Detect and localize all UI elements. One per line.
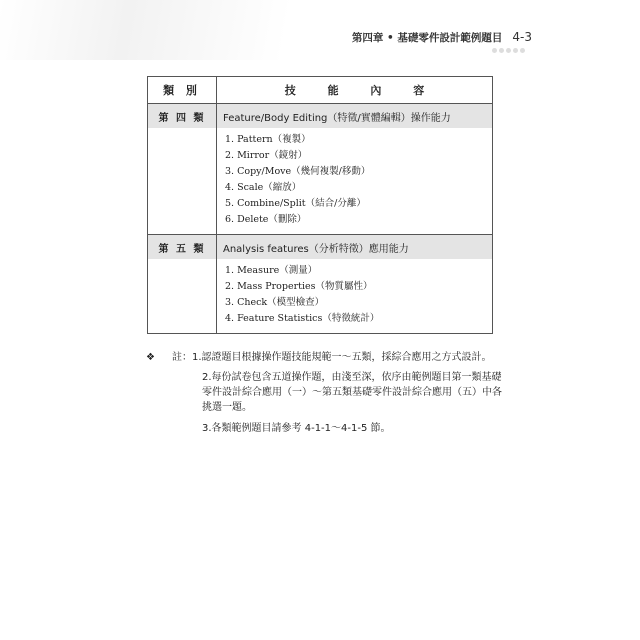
skills-table bbox=[147, 76, 493, 334]
note-item: 2.每份試卷包含五道操作題，由淺至深，依序由範例題目第一類基礎零件設計綜合應用（一）～第五類基礎零件設計綜合應用（五）中各挑選一題。 bbox=[202, 372, 502, 413]
header-decoration bbox=[0, 0, 640, 60]
skill-item: 4. Feature Statistics（特徵統計） bbox=[225, 313, 380, 324]
page-dots-decoration bbox=[492, 48, 525, 53]
skill-item: 3. Check（模型檢查） bbox=[225, 297, 325, 308]
skill-item: 5. Combine/Split（結合/分離） bbox=[225, 198, 366, 209]
category-cell: 第 四 類 bbox=[148, 104, 217, 129]
note-item: 1.認證題目根據操作題技能規範一～五類，採綜合應用之方式設計。 bbox=[192, 352, 492, 363]
category-title: Feature/Body Editing（特徵/實體編輯）操作能力 bbox=[217, 104, 493, 129]
skill-item: 3. Copy/Move（幾何複製/移動） bbox=[225, 166, 371, 177]
skill-item: 6. Delete（刪除） bbox=[225, 214, 307, 225]
notes-label: 註： bbox=[172, 352, 192, 363]
category-title: Analysis features（分析特徵）應用能力 bbox=[217, 235, 493, 260]
running-header: 第四章 • 基礎零件設計範例題目 bbox=[351, 32, 503, 44]
page-content bbox=[146, 76, 502, 436]
note-item: 3.各類範例題目請參考 4-1-1～4-1-5 節。 bbox=[202, 423, 391, 434]
skill-item: 4. Scale（縮放） bbox=[225, 182, 302, 193]
notes bbox=[146, 350, 506, 436]
col-header-content: 技 能 內 容 bbox=[217, 77, 493, 104]
page-number: 4-3 bbox=[512, 30, 532, 44]
col-header-category: 類 別 bbox=[148, 77, 217, 104]
skill-item: 2. Mirror（鏡射） bbox=[225, 150, 308, 161]
skill-item: 1. Measure（測量） bbox=[225, 265, 318, 276]
bullet-icon: ❖ bbox=[146, 352, 155, 363]
running-header-bar bbox=[352, 30, 532, 45]
category-cell: 第 五 類 bbox=[148, 235, 217, 260]
skill-item: 1. Pattern（複製） bbox=[225, 134, 311, 145]
skill-item: 2. Mass Properties（物質屬性） bbox=[225, 281, 373, 292]
